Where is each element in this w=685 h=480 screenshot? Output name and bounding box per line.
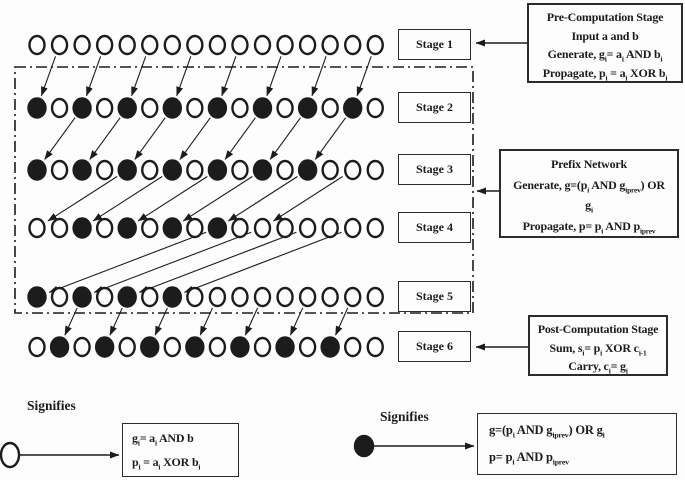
flow-arrow [270,118,300,160]
open-node-s3-b15 [345,161,360,179]
flow-arrow [49,232,206,292]
filled-node-s2-b9 [209,99,226,118]
post-computation-line: Sum, $s_i= p_i$ XOR $c_{i-1}$ [549,340,647,357]
open-node-s6-b1 [30,338,45,356]
open-node-s1-b3 [75,36,90,54]
open-node-s3-b10 [232,161,247,179]
open-node-s6-b7 [165,338,180,356]
filled-node-s6-b14 [322,338,339,357]
open-node-s5-b15 [345,288,360,306]
stage-label-1: Stage 1 [398,29,471,60]
flow-arrow [312,56,326,95]
flow-arrow [267,56,281,95]
open-node-s6-b16 [368,338,383,356]
open-node-s2-b2 [52,99,67,117]
filled-node-s6-b12 [277,338,294,357]
flow-arrow [65,308,77,335]
flow-arrow [94,232,251,292]
open-node-s4-b14 [323,219,338,237]
flow-arrow [86,56,100,95]
flow-arrow [245,308,257,335]
flow-arrow [177,56,191,95]
open-node-s4-b16 [368,219,383,237]
open-node-s1-b15 [345,36,360,54]
filled-node-s2-b3 [74,99,91,118]
filled-node-s6-b4 [96,338,113,357]
flow-arrow [357,56,371,95]
flow-arrow [41,56,55,95]
stage-label-3: Stage 3 [398,154,471,185]
stage-label-2: Stage 2 [398,92,471,123]
flow-arrow [228,176,297,220]
flow-arrow [132,56,146,95]
filled-circle-legend-box [477,413,677,475]
open-node-s4-b10 [232,219,247,237]
open-node-s4-b12 [278,219,293,237]
flow-arrow [139,232,296,292]
filled-node-s2-b1 [29,99,46,118]
open-node-s4-b6 [142,219,157,237]
flow-arrow [93,176,162,220]
flow-arrow [138,176,207,220]
open-node-s3-b12 [278,161,293,179]
open-node-s5-b12 [278,288,293,306]
filled-node-s4-b5 [119,219,136,238]
open-node-s1-b5 [120,36,135,54]
open-node-s5-b16 [368,288,383,306]
open-node-s4-b2 [52,219,67,237]
filled-node-s4-b9 [209,219,226,238]
open-node-s5-b8 [187,288,202,306]
open-node-s5-b14 [323,288,338,306]
open-node-s3-b14 [323,161,338,179]
flow-arrow [180,118,210,160]
prefix-network-line: Generate, $g=(p_i$ AND $g_{iprev}$) OR [513,177,665,194]
open-circle-legend-line: $p_i = a_i$ XOR $b_i$ [132,455,201,472]
open-node-s2-b14 [323,99,338,117]
open-node-s5-b10 [232,288,247,306]
open-circle-legend-box [122,423,239,477]
filled-node-s6-b8 [186,338,203,357]
filled-node-s3-b11 [254,161,271,180]
filled-node-s2-b7 [164,99,181,118]
stage-label-5: Stage 5 [398,281,471,312]
open-node-s2-b6 [142,99,157,117]
open-node-s1-b13 [300,36,315,54]
stage-label-4: Stage 4 [398,212,471,243]
open-node-s5-b13 [300,288,315,306]
open-node-s1-b10 [232,36,247,54]
open-circle-legend-line: $g_i= a_i$ AND b [132,431,194,448]
pre-computation-box [527,3,683,83]
filled-node-s2-b13 [299,99,316,118]
flow-arrow [184,232,341,292]
filled-node-s3-b3 [74,161,91,180]
open-node-s1-b14 [323,36,338,54]
flow-arrow [290,308,302,335]
post-computation-title: Post-Computation Stage [537,322,659,336]
open-node-s6-b5 [120,338,135,356]
open-node-s4-b8 [187,219,202,237]
open-node-s4-b1 [30,219,45,237]
prefix-network-title: Prefix Network [551,157,627,171]
open-node-s1-b12 [278,36,293,54]
open-node-s5-b9 [210,288,225,306]
open-node-s5-b2 [52,288,67,306]
flow-arrow [225,118,255,160]
pre-computation-line: Generate, $g_i= a_i$ AND $b_i$ [547,47,663,64]
prefix-network-line: $g_i$ [585,198,593,215]
open-node-s1-b2 [52,36,67,54]
flow-arrow [222,56,236,95]
filled-circle-legend-glyph [355,436,373,456]
open-node-s4-b4 [97,219,112,237]
filled-node-s2-b15 [344,99,361,118]
prefix-network-box [499,149,679,238]
open-node-s1-b4 [97,36,112,54]
open-node-s6-b13 [300,338,315,356]
filled-node-s6-b2 [51,338,68,357]
open-node-s3-b16 [368,161,383,179]
open-node-s4-b13 [300,219,315,237]
flow-arrow [110,308,122,335]
filled-node-s5-b3 [74,288,91,307]
open-node-s6-b9 [210,338,225,356]
filled-node-s5-b5 [119,288,136,307]
flow-arrow [45,118,75,160]
filled-circle-legend-line: $p= p_i$ AND $p_{iprev}$ [489,450,569,467]
flow-arrow [90,118,120,160]
open-node-s4-b11 [255,219,270,237]
flow-arrow [48,176,117,220]
flow-arrow [315,118,345,160]
flow-arrow [200,308,212,335]
filled-node-s6-b6 [141,338,158,357]
signifies-heading-left: Signifies [27,398,76,413]
filled-node-s4-b3 [74,219,91,238]
open-node-s5-b11 [255,288,270,306]
signifies-heading-right: Signifies [380,409,429,424]
flow-arrow [183,176,252,220]
open-node-s4-b15 [345,219,360,237]
open-node-s6-b15 [345,338,360,356]
open-node-s1-b7 [165,36,180,54]
pre-computation-line: Input a and b [571,28,639,43]
filled-circle-legend-line: $g=(p_i$ AND $g_{iprev}$) OR $g_i$ [489,423,605,440]
open-node-s2-b16 [368,99,383,117]
open-node-s1-b6 [142,36,157,54]
post-computation-box [528,315,668,376]
open-node-s5-b4 [97,288,112,306]
open-node-s3-b8 [187,161,202,179]
filled-node-s3-b7 [164,161,181,180]
open-circle-legend-glyph [1,443,19,467]
open-node-s6-b3 [75,338,90,356]
filled-node-s3-b13 [299,161,316,180]
open-node-s2-b8 [187,99,202,117]
filled-node-s3-b5 [119,161,136,180]
filled-node-s2-b11 [254,99,271,118]
open-node-s2-b12 [278,99,293,117]
filled-node-s3-b9 [209,161,226,180]
open-node-s1-b8 [187,36,202,54]
open-node-s3-b6 [142,161,157,179]
filled-node-s6-b10 [231,338,248,357]
open-node-s1-b1 [30,36,45,54]
prefix-network-line: Propagate, $p= p_i$ AND $p_{iprev}$ [522,218,656,235]
open-node-s6-b11 [255,338,270,356]
open-node-s2-b10 [232,99,247,117]
flow-arrow [273,176,342,220]
open-node-s3-b4 [97,161,112,179]
flow-arrow [335,308,347,335]
open-node-s2-b4 [97,99,112,117]
open-node-s1-b11 [255,36,270,54]
pre-computation-title: Pre-Computation Stage [546,10,664,24]
open-node-s1-b16 [368,36,383,54]
filled-node-s5-b1 [29,288,46,307]
pre-computation-line: Propagate, $p_i = a_i$ XOR $b_i$ [542,65,668,82]
post-computation-line: Carry, $c_i= g_i$ [568,359,628,376]
flow-arrow [155,308,167,335]
open-node-s1-b9 [210,36,225,54]
filled-node-s4-b7 [164,219,181,238]
open-node-s5-b6 [142,288,157,306]
flow-arrow [135,118,165,160]
filled-node-s2-b5 [119,99,136,118]
open-node-s3-b2 [52,161,67,179]
filled-node-s3-b1 [29,161,46,180]
filled-node-s5-b7 [164,288,181,307]
stage-label-6: Stage 6 [398,331,471,362]
